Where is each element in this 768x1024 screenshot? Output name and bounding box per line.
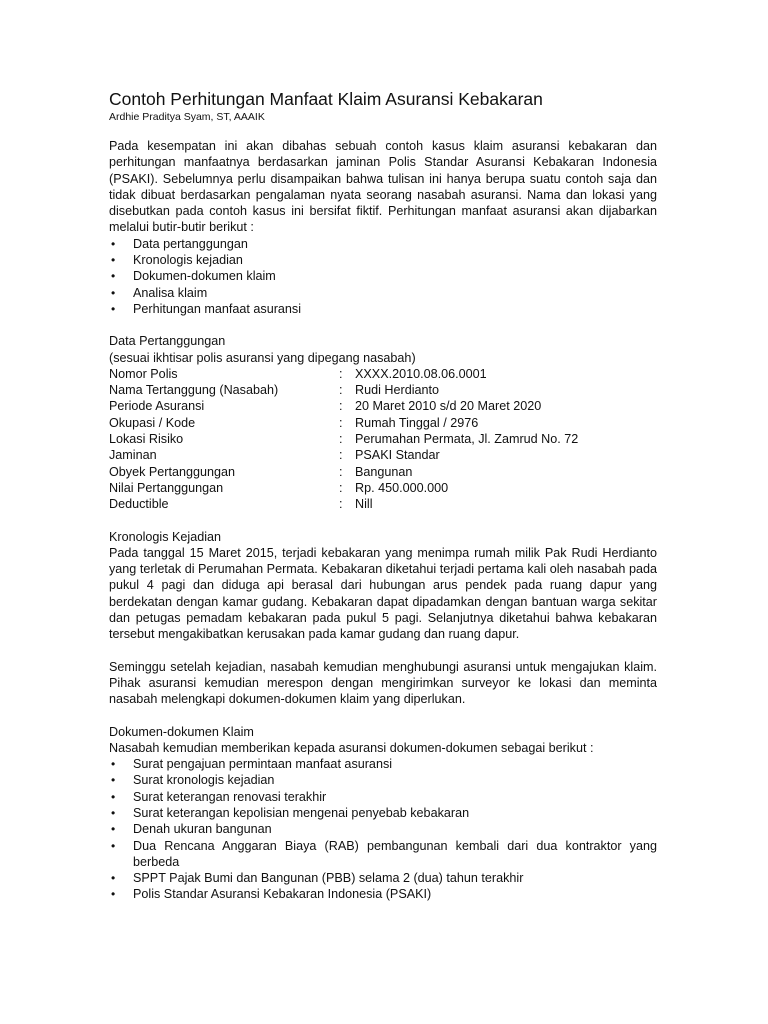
kronologis-paragraph-1: Pada tanggal 15 Maret 2015, terjadi kebakaran yang menimpa rumah milik Pak Rudi Herdianto yang terletak di Perumahan Permata. Kebakaran diketahui terjadi pertama kali oleh nasabah pada pukul 4 pagi dan diduga api berasal dari hubungan arus pendek pada ruang dapur yang berdekatan dengan kamar gudang. Kebakaran dapat dipadamkan dengan bantuan warga sekitar dan petugas pemadam kebakaran pada pukul 5 pagi. Selanjutnya diketahui bahwa kebakaran tersebut mengakibatkan kerusakan pada kamar gudang dan ruang dapur. — [109, 545, 657, 642]
row-separator: : — [339, 480, 343, 495]
document-body — [109, 89, 657, 903]
table-row — [109, 398, 578, 414]
row-label: Lokasi Risiko — [109, 432, 184, 447]
row-label: Nama Tertanggung (Nasabah) — [109, 383, 279, 398]
table-row — [109, 382, 578, 398]
data-section-title: Data Pertanggungan — [109, 334, 226, 349]
kronologis-title: Kronologis Kejadian — [109, 529, 222, 544]
row-value: Nill — [355, 497, 373, 512]
table-row — [109, 480, 578, 496]
row-separator: : — [339, 366, 343, 381]
table-row — [109, 496, 578, 512]
policy-data-table — [109, 366, 578, 513]
row-label: Periode Asuransi — [109, 399, 205, 414]
row-label: Jaminan — [109, 448, 157, 463]
list-item: • Surat keterangan kepolisian mengenai penyebab kebakaran — [109, 805, 657, 821]
row-separator: : — [339, 464, 343, 479]
row-label: Nomor Polis — [109, 366, 178, 381]
data-section-subtitle: (sesuai ikhtisar polis asuransi yang dipegang nasabah) — [109, 350, 416, 365]
row-value: Bangunan — [355, 464, 413, 479]
row-label: Obyek Pertanggungan — [109, 464, 236, 479]
row-value: Perumahan Permata, Jl. Zamrud No. 72 — [355, 432, 579, 447]
row-value: 20 Maret 2010 s/d 20 Maret 2020 — [355, 399, 542, 414]
list-item: • Kronologis kejadian — [109, 252, 657, 268]
row-separator: : — [339, 415, 343, 430]
list-item: • Perhitungan manfaat asuransi — [109, 301, 657, 317]
row-separator: : — [339, 432, 343, 447]
row-label: Okupasi / Kode — [109, 415, 196, 430]
row-value: Rp. 450.000.000 — [355, 480, 449, 495]
list-item: • Surat kronologis kejadian — [109, 772, 657, 788]
list-item: • Dokumen-dokumen klaim — [109, 268, 657, 284]
dokumen-list — [109, 756, 657, 903]
dokumen-intro: Nasabah kemudian memberikan kepada asuransi dokumen-dokumen sebagai berikut : — [109, 740, 594, 755]
list-item: • Surat keterangan renovasi terakhir — [109, 789, 657, 805]
table-row — [109, 366, 578, 382]
intro-paragraph: Pada kesempatan ini akan dibahas sebuah contoh kasus klaim asuransi kebakaran dan perhitungan manfaatnya berdasarkan jaminan Polis Standar Asuransi Kebakaran Indonesia (PSAKI). Sebelumnya perlu disampaikan bahwa tulisan ini hanya berupa suatu contoh saja dan tidak dibuat berdasarkan pengalaman nyata seorang nasabah asuransi. Nama dan lokasi yang disebutkan pada contoh kasus ini bersifat fiktif. Perhitungan manfaat asuransi akan dijabarkan melalui butir-butir berikut : — [109, 139, 657, 235]
row-label: Deductible — [109, 497, 169, 512]
list-item: • Denah ukuran bangunan — [109, 821, 657, 837]
row-separator: : — [339, 399, 343, 414]
table-row — [109, 415, 578, 431]
dokumen-title: Dokumen-dokumen Klaim — [109, 724, 254, 739]
author-line: Ardhie Praditya Syam, ST, AAAIK — [109, 111, 265, 123]
row-value: Rumah Tinggal / 2976 — [355, 415, 479, 430]
table-row — [109, 431, 578, 447]
list-item: • Analisa klaim — [109, 285, 657, 301]
row-separator: : — [339, 383, 343, 398]
intro-list — [109, 236, 657, 317]
list-item: • Surat pengajuan permintaan manfaat asuransi — [109, 756, 657, 772]
row-value: PSAKI Standar — [355, 448, 440, 463]
list-item: • SPPT Pajak Bumi dan Bangunan (PBB) selama 2 (dua) tahun terakhir — [109, 870, 657, 886]
row-value: XXXX.2010.08.06.0001 — [355, 366, 487, 381]
row-label: Nilai Pertanggungan — [109, 480, 224, 495]
list-item: • Polis Standar Asuransi Kebakaran Indonesia (PSAKI) — [109, 886, 657, 902]
row-separator: : — [339, 497, 343, 512]
document-title: Contoh Perhitungan Manfaat Klaim Asuransi Kebakaran — [109, 89, 543, 109]
list-item: • Data pertanggungan — [109, 236, 657, 252]
kronologis-paragraph-2: Seminggu setelah kejadian, nasabah kemudian menghubungi asuransi untuk mengajukan klaim. Pihak asuransi kemudian merespon dengan mengirimkan surveyor ke lokasi dan meminta nasabah melengkapi dokumen-dokumen klaim yang diperlukan. — [109, 659, 657, 707]
table-row — [109, 464, 578, 480]
row-value: Rudi Herdianto — [355, 383, 440, 398]
table-row — [109, 447, 578, 463]
list-item: • Dua Rencana Anggaran Biaya (RAB) pembangunan kembali dari dua kontraktor yang berbeda — [109, 838, 657, 871]
row-separator: : — [339, 448, 343, 463]
